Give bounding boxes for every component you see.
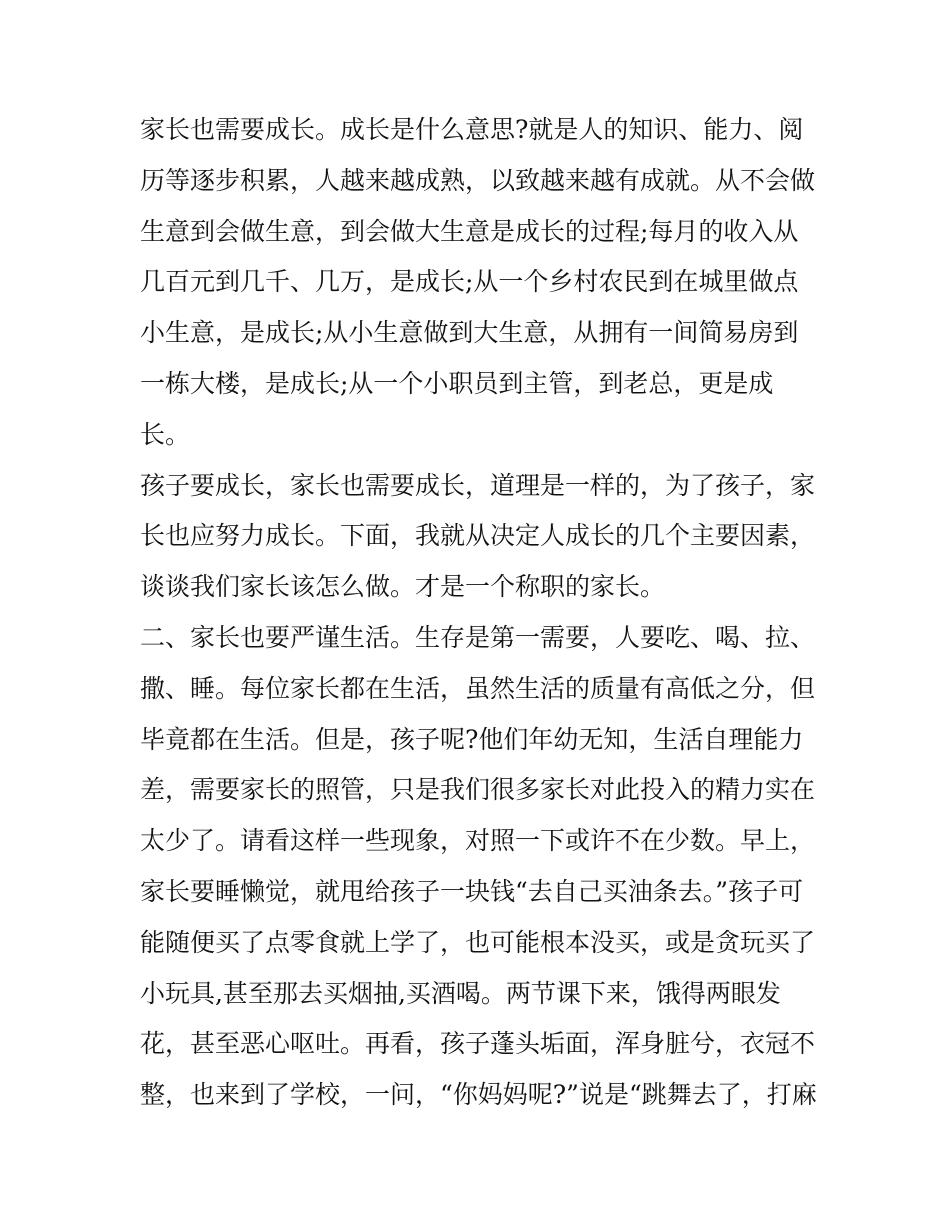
text-line: 几百元到几千、几万，是成长;从一个乡村农民到在城里做点 [140,267,799,297]
text-line: 长。 [140,419,191,449]
text-line: 毕竟都在生活。但是，孩子呢?他们年幼无知，生活自理能力 [140,724,804,754]
text-line: 历等逐步积累，人越来越成熟，以致越来越有成就。从不会做 [140,165,816,195]
text-line: 家长也需要成长。成长是什么意思?就是人的知识、能力、阅 [140,115,804,144]
body-text [140,105,820,1121]
text-line: 整，也来到了学校，一问，“你妈妈呢?”说是“跳舞去了，打麻 [140,1080,817,1110]
text-line: 太少了。请看这样一些现象，对照一下或许不在少数。早上， [140,826,816,856]
text-line: 长也应努力成长。下面，我就从决定人成长的几个主要因素， [140,521,816,551]
text-line: 一栋大楼，是成长;从一个小职员到主管，到老总，更是成 [140,368,774,398]
text-line: 谈谈我们家长该怎么做。才是一个称职的家长。 [140,572,666,602]
text-line: 小生意，是成长;从小生意做到大生意，从拥有一间简易房到 [140,318,799,348]
text-line: 花，甚至恶心呕吐。再看，孩子蓬头垢面，浑身脏兮，衣冠不 [140,1029,816,1059]
text-line: 家长要睡懒觉，就甩给孩子一块钱“去自己买油条去。”孩子可 [140,876,804,906]
text-line: 孩子要成长，家长也需要成长，道理是一样的，为了孩子，家 [140,470,816,500]
text-line: 小玩具,甚至那去买烟抽,买酒喝。两节课下来，饿得两眼发 [140,978,781,1008]
text-line: 生意到会做生意，到会做大生意是成长的过程;每月的收入从 [140,216,799,246]
text-line: 撒、睡。每位家长都在生活，虽然生活的质量有高低之分，但 [140,673,816,703]
text-line: 能随便买了点零食就上学了，也可能根本没买，或是贪玩买了 [140,927,816,957]
text-line: 二、家长也要严谨生活。生存是第一需要，人要吃、喝、拉、 [140,622,816,652]
text-line: 差，需要家长的照管，只是我们很多家长对此投入的精力实在 [140,775,816,805]
